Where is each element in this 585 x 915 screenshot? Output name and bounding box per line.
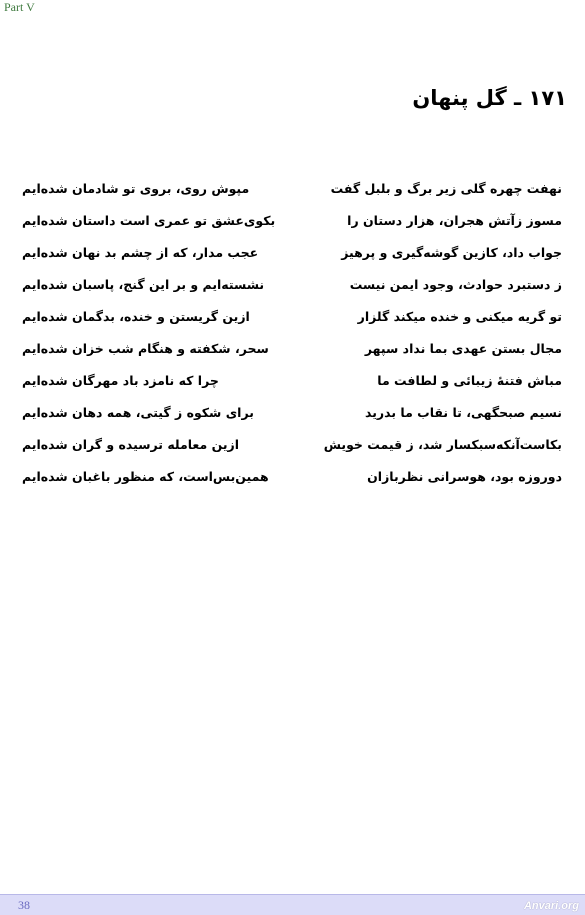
- hemistich-first: بکاست‌آنکه‌سبکسار شد، ز قیمت خویش: [323, 436, 562, 452]
- hemistich-first: ز دستبرد حوادث، وجود ایمن نیست: [349, 276, 562, 292]
- hemistich-second: برای شکوه ز گیتی، همه دهان شده‌ایم: [22, 404, 254, 420]
- poem-body: [22, 172, 562, 492]
- watermark: Anvari.org: [523, 900, 579, 912]
- couplet: [22, 428, 562, 460]
- hemistich-first: نسیم صبحگهی، تا نقاب ما بدرید: [365, 404, 562, 420]
- hemistich-second: نشسته‌ایم و بر این گنج، پاسبان شده‌ایم: [22, 276, 265, 292]
- couplet: [22, 332, 562, 364]
- hemistich-second: همین‌بس‌است، که منظور باغبان شده‌ایم: [22, 468, 269, 484]
- running-head: Part V: [4, 0, 35, 14]
- hemistich-second: عجب مدار، که از چشم بد نهان شده‌ایم: [22, 244, 259, 260]
- hemistich-first: تو گریه میکنی و خنده میکند گلزار: [357, 308, 562, 324]
- couplet: [22, 204, 562, 236]
- couplet: [22, 460, 562, 492]
- couplet: [22, 300, 562, 332]
- hemistich-second: سحر، شکفته و هنگام شب خزان شده‌ایم: [22, 340, 269, 356]
- hemistich-first: دوروزه بود، هوسرانی نظربازان: [367, 468, 562, 484]
- couplet: [22, 364, 562, 396]
- couplet: [22, 172, 562, 204]
- hemistich-second: بکوی‌عشق تو عمری است داستان شده‌ایم: [22, 212, 276, 228]
- couplet: [22, 268, 562, 300]
- page-footer: [0, 894, 585, 915]
- hemistich-second: ازین معامله ترسیده و گران شده‌ایم: [22, 436, 239, 452]
- page-number: 38: [18, 898, 30, 912]
- hemistich-first: مجال بستن عهدی بما نداد سپهر: [364, 340, 562, 356]
- hemistich-second: چرا که نامزد باد مهرگان شده‌ایم: [22, 372, 219, 388]
- hemistich-first: جواب داد، کازین گوشه‌گیری و پرهیز: [341, 244, 562, 260]
- couplet: [22, 236, 562, 268]
- hemistich-first: مسوز زآتش هجران، هزار دستان را: [347, 212, 562, 228]
- couplet: [22, 396, 562, 428]
- hemistich-second: مپوش روی، بروی تو شادمان شده‌ایم: [22, 180, 250, 196]
- hemistich-first: نهفت چهره گلی زیر برگ و بلبل گفت: [330, 180, 562, 196]
- hemistich-second: ازین گریستن و خنده، بدگمان شده‌ایم: [22, 308, 250, 324]
- hemistich-first: مباش فتنهٔ زیبائی و لطافت ما: [377, 372, 562, 388]
- poem-title: ۱۷۱ ـ گل پنهان: [412, 86, 567, 110]
